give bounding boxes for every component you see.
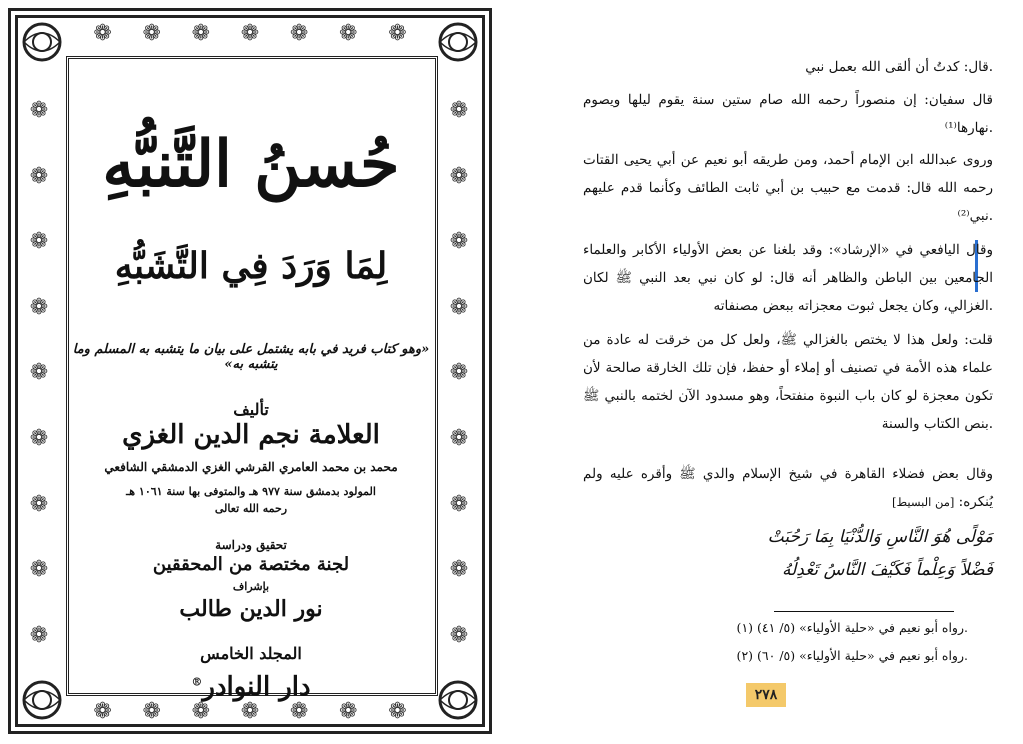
publisher-logo — [68, 672, 434, 702]
left-ornament-band: ❁ ❁ ❁ ❁ ❁ ❁ ❁ ❁ ❁ — [29, 98, 49, 648]
corner-ornament-icon — [18, 18, 66, 66]
book-title: حُسنُ التَّنبُّهِ — [102, 127, 400, 202]
volume-label: المجلد الخامس — [200, 644, 302, 663]
top-ornament-band: ❁ ❁ ❁ ❁ ❁ ❁ ❁ — [93, 20, 407, 46]
author-fullname: محمد بن محمد العامري القرشي الغزي الدمشقي الشافعي — [104, 460, 398, 474]
corner-ornament-icon — [434, 18, 482, 66]
bottom-ornament-band: ❁ ❁ ❁ ❁ ❁ ❁ ❁ — [93, 698, 407, 724]
footnote-divider — [774, 611, 954, 612]
paragraph: قال سفيان: إن منصوراً رحمه الله صام ستين سنة يقوم ليلها ويصوم نهارها⁽¹⁾. — [583, 92, 993, 136]
book-subtitle: لِمَا وَرَدَ فِي التَّشَبُّهِ — [114, 245, 388, 287]
page-number: ٢٧٨ — [746, 683, 786, 707]
publisher-name: دار النوادر — [202, 672, 311, 702]
footnote: (١) رواه أبو نعيم في «حلية الأولياء» (٥/ ٤١). — [736, 620, 968, 635]
author-dates: المولود بدمشق سنة ٩٧٧ هـ والمتوفى بها سنة ١٠٦١ هـ — [126, 485, 376, 498]
cover-content — [68, 60, 434, 702]
book-description: «وهو كتاب فريد في بابه يشتمل على بيان ما يتشبه به المسلم وما يتشبه به» — [72, 342, 430, 372]
corner-ornament-icon — [18, 676, 66, 724]
study-label: تحقيق ودراسة — [215, 538, 287, 552]
corner-ornament-icon — [434, 676, 482, 724]
author-mercy: رحمه الله تعالى — [214, 502, 288, 515]
author-name: العلامة نجم الدين الغزي — [122, 420, 380, 450]
verse-line: مَوْلًى هُوَ النَّاسِ وَالدُّنْيَا بِمَا رَحُبَتْ — [767, 527, 993, 547]
paragraph-text: وقال بعض فضلاء القاهرة في شيخ الإسلام والدي ﷺ وأقره عليه ولم يُنكره: — [583, 466, 993, 510]
supervisor-name: نور الدين طالب — [179, 596, 323, 622]
editing-team: لجنة مختصة من المحققين — [152, 554, 350, 575]
paragraph: وروى عبدالله ابن الإمام أحمد، ومن طريقه أبو نعيم عن أبي يحيى القتات رحمه الله قال: قدمت مع حبيب بن أبي ثابت الطائف وكأنما قدم عليهم نبي⁽²⁾. — [583, 152, 993, 224]
footnote: (٢) رواه أبو نعيم في «حلية الأولياء» (٥/ ٦٠). — [736, 648, 968, 663]
verse-line: فَضْلاً وَعِلْماً فَكَيْفَ النَّاسُ تَعْدِلُهُ — [782, 560, 993, 580]
meter-label: [من البسيط] — [891, 495, 955, 509]
paragraph — [583, 460, 993, 516]
paragraph: قلت: ولعل هذا لا يختص بالغزالي ﷺ، ولعل كل من خرقت له عادة من علماء هذه الأمة في تصنيف أو إملاء أو حفظ، فإن تلك الخارقة صالحة لأن تكون معجزة لو كان باب النبوة منفتحاً، وهو مسدود الآن لختمه بالنبي ﷺ بنص الكتاب والسنة. — [583, 332, 993, 432]
paragraph: وقال اليافعي في «الإرشاد»: وقد بلغنا عن بعض الأولياء الأكابر والعلماء الجامعين بين الباطن والظاهر أنه قال: لو كان نبي بعد النبي ﷺ لكان الغزالي، وكان يجعل ثبوت معجزاته ببعض مصنفاته. — [583, 242, 993, 314]
registered-mark: ® — [191, 675, 203, 689]
authorship-label: تأليف — [233, 400, 269, 419]
supervision-label: بإشراف — [232, 580, 270, 593]
right-ornament-band: ❁ ❁ ❁ ❁ ❁ ❁ ❁ ❁ ❁ — [449, 98, 469, 648]
paragraph: قال: كدتُ أن ألقى الله بعمل نبي. — [805, 59, 993, 75]
book-cover — [8, 8, 496, 736]
